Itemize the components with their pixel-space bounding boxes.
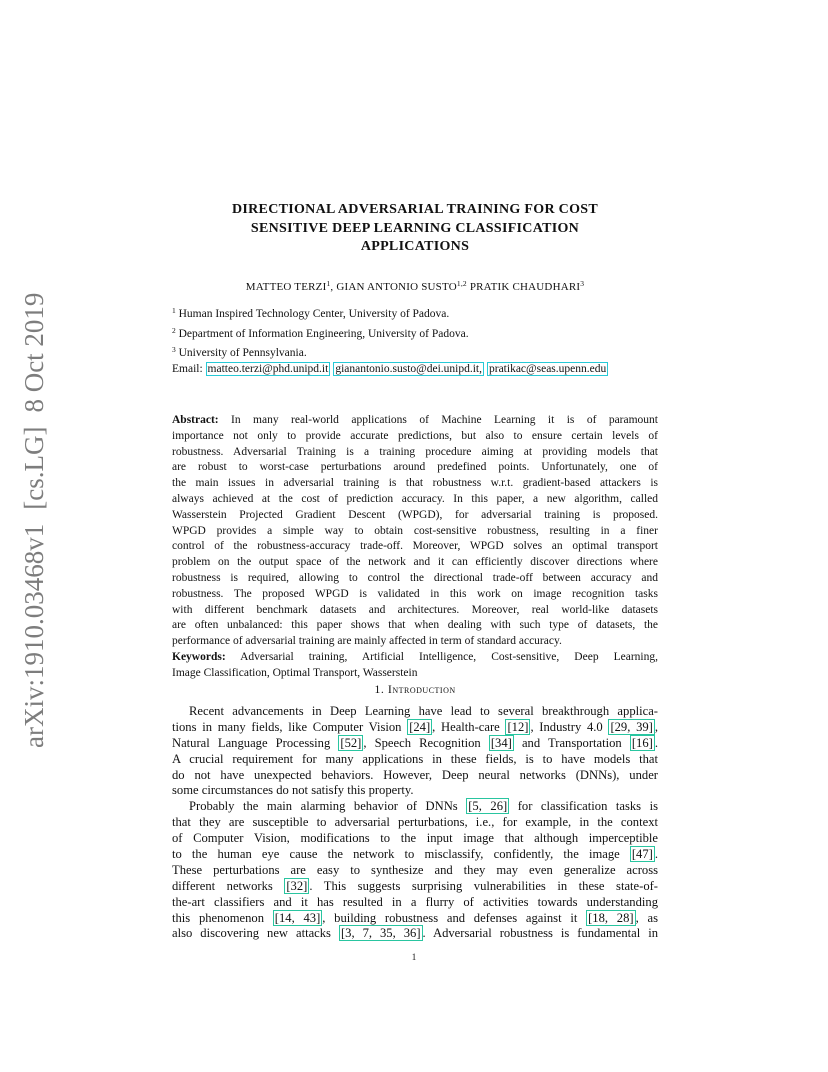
affiliation-1-marker: 1 [172,306,176,315]
body-line: the-art classifiers and it has resulted in a flurry of activities towards understanding [172,894,658,909]
body-line: do not have unexpected behaviors. However, Deep neural networks (DNNs), under [172,767,658,782]
body-line: that they are susceptible to adversarial perturbations, i.e., for example, in the context [172,815,658,830]
citation-link[interactable]: [47] [631,847,653,862]
abstract-line: Abstract: In many real-world applications of Machine Learning it is of paramount [172,414,658,426]
title-line-3: APPLICATIONS [360,239,470,254]
affiliation-2-text: Department of Information Engineering, University of Padova. [178,327,469,340]
abstract-line: robustness is required, allowing to control the directional trade-off between accuracy and [172,571,658,584]
abstract-line: performance of adversarial training are mainly affected in term of standard accuracy. [172,635,562,648]
author-2-affil: 1,2 [456,279,467,288]
citation-link[interactable]: [29, 39] [610,719,653,734]
affiliation-1 [172,303,658,323]
author-3-affil: 3 [580,279,585,288]
keywords-heading: Keywords: [172,650,226,663]
abstract-line: always achieved at the cost of prediction accuracy. In this paper, a new algorithm, called [172,492,658,505]
abstract-line: are robust to worst-case perturbations around predefined points. Unfortunately, one of [172,461,658,474]
body-line: some circumstances do not satisfy this property. [172,783,414,798]
citation-link[interactable]: [5, 26] [468,799,508,814]
body-line: These perturbations are easy to synthesize and they may even generalize across [172,862,658,877]
keywords-line: Keywords: Adversarial training, Artificial Intelligence, Cost-sensitive, Deep Learning, [172,650,658,663]
abstract-line: with different benchmark datasets and architectures. Moreover, real world-like datasets [172,603,658,616]
abstract [172,413,658,682]
author-3: PRATIK CHAUDHARI [469,281,581,293]
email-link-2[interactable]: gianantonio.susto@dei.unipd.it, [335,362,482,375]
abstract-line: control of the robustness-accuracy trade-off. Moreover, WPGD solves an optimal transport [172,540,658,553]
citation-link[interactable]: [16] [631,735,653,750]
body-line: A crucial requirement for many applications in these fields, is to have models that [172,751,658,766]
abstract-line: WPGD provides a simple way to obtain cost-sensitive robustness, resulting in a finer [172,524,658,537]
body-line: of Computer Vision, modifications to the input image that although imperceptible [172,831,658,846]
citation-link[interactable]: [12] [507,719,529,734]
author-list: MATTEO TERZI$^1$, GIAN ANTONIO SUSTO$^{1,2}$ PRATIK CHAUDHARI$^3$ [245,279,585,293]
email-label: Email: [172,362,203,375]
citation-link[interactable]: [18, 28] [588,910,634,925]
body-line: Probably the main alarming behavior of DNNs [5, 26] for classification tasks is [189,799,659,814]
body-line: different networks [32] . This suggests surprising vulnerabilities in these state-of- [172,878,658,893]
citation-link[interactable]: [32] [286,878,308,893]
abstract-line: robustness. The proposed WPGD is validated in this work on image recognition tasks [172,587,658,600]
keywords-line: Image Classification, Optimal Transport, Wasserstein [172,666,418,679]
citation-link[interactable]: [52] [340,735,362,750]
body-line: tions in many fields, like Computer Vision [24] , Health-care [12] , Industry 4.0 [29, 39] , [172,719,659,734]
citation-link[interactable]: [34] [490,735,512,750]
body-line: also discovering new attacks [3, 7, 35, 36] . Adversarial robustness is fundamental in [172,926,658,941]
author-1-affil: 1 [326,279,331,288]
abstract-line: importance not only to provide accurate predictions, but also to ensure certain levels of [172,429,658,442]
section-title: Introduction [387,682,456,696]
email-row [172,362,658,378]
affiliation-3 [172,342,658,362]
body-line: Natural Language Processing [52] , Speech Recognition [34] and Transportation [16] . [172,735,658,750]
citation-link[interactable]: [14, 43] [274,910,321,925]
body-text [172,704,658,942]
section-number: 1. [374,682,385,696]
email-link-1[interactable]: matteo.terzi@phd.unipd.it [207,362,329,375]
abstract-line: problem on the output space of the network and it can efficiently discover directions where [172,556,658,569]
affiliations [172,303,658,377]
citation-link[interactable]: [24] [409,719,431,734]
abstract-line: are often unbalanced: this paper shows that when dealing with such type of datasets, the [172,619,658,632]
arxiv-date: 8 Oct 2019 [19,292,49,413]
paper-title [172,201,658,257]
arxiv-id[interactable]: arXiv:1910.03468v1 [19,523,49,748]
abstract-line: Wasserstein Projected Gradient Descent (WPGD), for adversarial training is proposed. [172,508,658,521]
body-line: this phenomenon [14, 43] , building robustness and defenses against it [18, 28] , as [172,910,658,925]
title-line-1: DIRECTIONAL ADVERSARIAL TRAINING FOR COST [231,202,598,217]
affiliation-3-text: University of Pennsylvania. [178,347,307,359]
affiliation-2-marker: 2 [172,325,176,335]
arxiv-stamp [14,288,54,748]
title-line-2: SENSITIVE DEEP LEARNING CLASSIFICATION [250,220,580,236]
affiliation-1-text: Human Inspired Technology Center, University of Padova. [178,308,450,320]
affiliation-2 [172,323,658,343]
section-heading [172,682,658,697]
abstract-line: robustness. Adversarial Training is a training procedure aiming at providing models that [172,445,658,458]
body-line: to the human eye cause the network to misclassify, confidently, the image [47] . [172,847,658,862]
page-number: 1 [411,952,417,962]
abstract-heading: Abstract: [172,414,219,426]
author-2: GIAN ANTONIO SUSTO [336,281,457,293]
citation-link[interactable]: [3, 7, 35, 36] [340,926,421,941]
abstract-line: the main issues in adversarial training is that robustness w.r.t. gradient-based attackers is [172,477,658,490]
author-1: MATTEO TERZI [245,281,327,293]
body-line: Recent advancements in Deep Learning have lead to several breakthrough applica- [189,704,658,718]
affiliation-3-marker: 3 [172,345,176,354]
arxiv-category: [cs.LG] [19,426,49,510]
email-link-3[interactable]: pratikac@seas.upenn.edu [489,362,607,375]
